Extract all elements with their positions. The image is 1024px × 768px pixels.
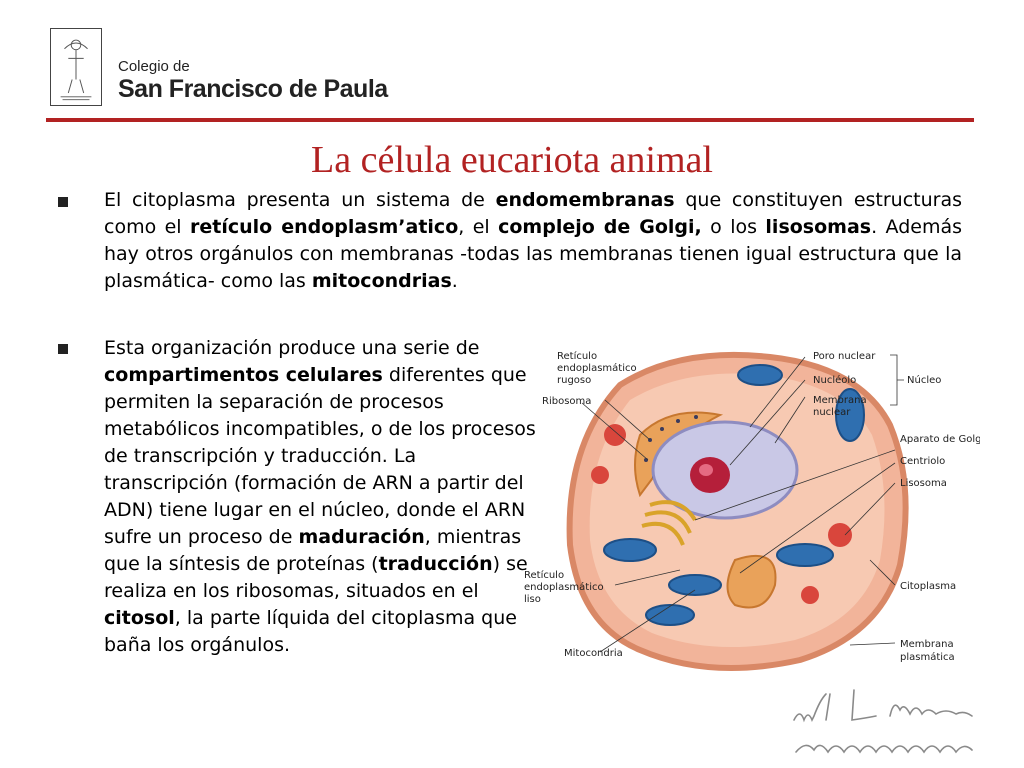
term-endomembranas: endomembranas bbox=[495, 189, 675, 211]
label-ribosoma: Ribosoma bbox=[542, 396, 592, 407]
label-reticulo-rugoso-3: rugoso bbox=[557, 375, 592, 386]
term-maduracion: maduración bbox=[298, 526, 425, 548]
bullet-marker bbox=[58, 344, 68, 354]
label-nucleo: Núcleo bbox=[907, 375, 942, 386]
handwritten-signature bbox=[786, 680, 996, 766]
term-citosol: citosol bbox=[104, 607, 175, 629]
term-compartimentos: compartimentos celulares bbox=[104, 364, 383, 386]
term-lisosomas: lisosomas bbox=[765, 216, 872, 238]
label-reticulo-liso-1: Retículo bbox=[524, 570, 565, 581]
school-crest-icon bbox=[51, 29, 101, 105]
term-mitocondrias: mitocondrias bbox=[311, 270, 452, 292]
header-divider bbox=[46, 118, 974, 122]
animal-cell-illustration bbox=[520, 345, 980, 675]
slide-title: La célula eucariota animal bbox=[311, 139, 713, 181]
label-centriolo: Centriolo bbox=[900, 456, 946, 467]
label-membrana-nuclear-2: nuclear bbox=[813, 407, 851, 418]
bullet-paragraph-1: El citoplasma presenta un sistema de endomembranas que constituyen estructuras como el retículo endoplasm’atico, el complejo de Golgi, o los lisosomas. Además hay otros orgánulos con membranas -todas las membranas tienen igual estructura que la plasmática- como las mitocondrias. bbox=[104, 189, 963, 292]
label-membrana-plasmatica-1: Membrana bbox=[900, 639, 954, 650]
term-reticulo: retículo endoplasm’atico bbox=[190, 216, 459, 238]
bullet-marker bbox=[58, 197, 68, 207]
label-reticulo-liso-3: liso bbox=[524, 594, 541, 605]
label-nucleolo: Nucléolo bbox=[813, 375, 857, 386]
label-reticulo-liso-2: endoplasmático bbox=[524, 582, 604, 593]
term-golgi: complejo de Golgi, bbox=[498, 216, 702, 238]
term-traduccion: traducción bbox=[378, 553, 493, 575]
label-lisosoma: Lisosoma bbox=[900, 478, 947, 489]
label-mitocondria: Mitocondria bbox=[564, 648, 623, 659]
label-reticulo-rugoso-1: Retículo bbox=[557, 351, 598, 362]
school-name: San Francisco de Paula bbox=[118, 75, 388, 103]
handwriting-scribble-icon bbox=[786, 680, 996, 766]
label-citoplasma: Citoplasma bbox=[900, 581, 957, 592]
label-reticulo-rugoso-2: endoplasmático bbox=[557, 363, 637, 374]
label-poro-nuclear: Poro nuclear bbox=[813, 351, 876, 362]
school-logo bbox=[50, 28, 102, 106]
label-membrana-plasmatica-2: plasmática bbox=[900, 652, 955, 663]
cell-diagram bbox=[520, 345, 980, 675]
school-prefix: Colegio de bbox=[118, 58, 190, 75]
label-membrana-nuclear-1: Membrana bbox=[813, 395, 867, 406]
label-aparato-golgi: Aparato de Golgi bbox=[900, 434, 980, 445]
bullet-paragraph-2: Esta organización produce una serie de compartimentos celulares diferentes que permiten la separación de procesos metabólicos incompatibles, o de los procesos de transcripción y traducción. La transcripción (formación de ARN a partir del ADN) tiene lugar en el núcleo, donde el ARN sufre un proceso de maduración, mientras que la síntesis de proteínas (traducción) se realiza en los ribosomas, situados en el citosol, la parte líquida del citoplasma que baña los orgánulos. bbox=[104, 337, 536, 656]
